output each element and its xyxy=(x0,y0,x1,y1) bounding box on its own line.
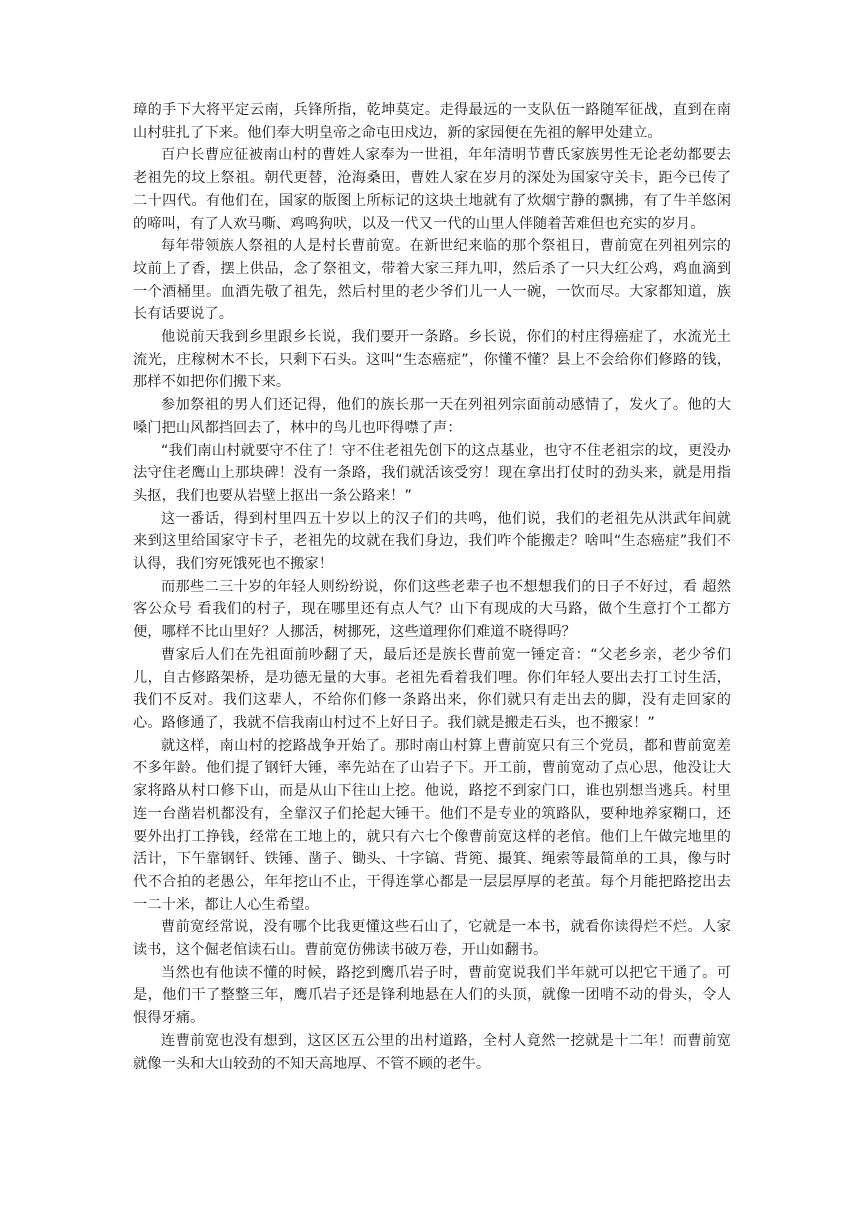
paragraph-3: 每年带领族人祭祖的人是村长曹前宽。在新世纪来临的那个祭祖日，曹前宽在列祖列宗的坟前上了香，摆上供品，念了祭祖文，带着大家三拜九叩，然后杀了一只大红公鸡，鸡血滴到一个酒桶里。血酒先敬了祖先，然后村里的老少爷们儿一人一碗，一饮而尽。大家都知道，族长有话要说了。 xyxy=(133,238,731,323)
paragraph-11: 曹前宽经常说，没有哪个比我更懂这些石山了，它就是一本书，就看你读得烂不烂。人家读书，这个倔老倌读石山。曹前宽仿佛读书破万卷，开山如翻书。 xyxy=(133,919,731,959)
paragraph-12: 当然也有他读不懂的时候，路挖到鹰爪岩子时，曹前宽说我们半年就可以把它干通了。可是，他们干了整整三年，鹰爪岩子还是锋利地悬在人们的头顶，就像一团啃不动的骨头，令人恨得牙痛。 xyxy=(133,964,731,1027)
paragraph-10: 就这样，南山村的挖路战争开始了。那时南山村算上曹前宽只有三个党员，都和曹前宽差不多年龄。他们提了钢钎大锤，率先站在了山岩子下。开工前，曹前宽动了点心思，他没让大家将路从村口修下山，而是从山下往山上挖。他说，路挖不到家门口，谁也别想当逃兵。村里连一台凿岩机都没有，全靠汉子们抡起大锤干。他们不是专业的筑路队，要种地养家糊口，还要外出打工挣钱，经常在工地上的，就只有六七个像曹前宽这样的老倌。他们上午做完地里的活计，下午靠钢钎、铁锤、凿子、锄头、十字镐、背篼、撮箕、绳索等最简单的工具，像与时代不合拍的老愚公，年年挖山不止，干得连掌心都是一层层厚厚的老茧。每个月能把路挖出去一二十米，都让人心生希望。 xyxy=(133,737,731,913)
paragraph-1: 璋的手下大将平定云南，兵锋所指，乾坤莫定。走得最远的一支队伍一路随军征战，直到在南山村驻扎了下来。他们奉大明皇帝之命屯田戍边，新的家园便在先祖的解甲处建立。 xyxy=(133,102,731,141)
paragraph-5: 参加祭祖的男人们还记得，他们的族长那一天在列祖列宗面前动感情了，发火了。他的大嗓门把山风都挡回去了，林中的鸟儿也吓得噤了声： xyxy=(133,397,731,436)
paragraph-7: 这一番话，得到村里四五十岁以上的汉子们的共鸣，他们说，我们的老祖先从洪武年间就来到这里给国家守卡子，老祖先的坟就在我们身边，我们咋个能搬走？啥叫“生态癌症”我们不认得，我们穷死饿死也不搬家！ xyxy=(133,510,731,573)
paragraph-9: 曹家后人们在先祖面前吵翻了天，最后还是族长曹前宽一锤定音：“父老乡亲，老少爷们儿，自古修路架桥，是功德无量的大事。老祖先看着我们哩。你们年轻人要出去打工讨生活，我们不反对。我们这辈人，不给你们修一条路出来，你们就只有走出去的脚，没有走回家的心。路修通了，我就不信我南山村过不上好日子。我们就是搬走石头，也不搬家！” xyxy=(133,646,731,731)
paragraph-4: 他说前天我到乡里跟乡长说，我们要开一条路。乡长说，你们的村庄得癌症了，水流光土流光，庄稼树木不长，只剩下石头。这叫“生态癌症”，你懂不懂？县上不会给你们修路的钱，那样不如把你们搬下来。 xyxy=(133,329,731,391)
paragraph-6: “我们南山村就要守不住了！守不住老祖先创下的这点基业，也守不住老祖宗的坟，更没办法守住老鹰山上那块碑！没有一条路，我们就活该受穷！现在拿出打仗时的劲头来，就是用指头抠，我们也要从岩壁上抠出一条公路来！” xyxy=(133,442,731,504)
document-page xyxy=(133,99,731,1075)
paragraph-13: 连曹前宽也没有想到，这区区五公里的出村道路，全村人竟然一挖就是十二年！而曹前宽就像一头和大山较劲的不知天高地厚、不管不顾的老牛。 xyxy=(133,1032,731,1072)
paragraph-2: 百户长曹应征被南山村的曹姓人家奉为一世祖，年年清明节曹氏家族男性无论老幼都要去老祖先的坟上祭祖。朝代更替，沧海桑田，曹姓人家在岁月的深处为国家守关卡，距今已传了二十四代。有他们在，国家的版图上所标记的这块土地就有了炊烟宁静的飘拂，有了牛羊悠闲的啼叫，有了人欢马嘶、鸡鸣狗吠，以及一代又一代的山里人伴随着苦难但也充实的岁月。 xyxy=(133,147,731,232)
paragraph-8: 而那些二三十岁的年轻人则纷纷说，你们这些老辈子也不想想我们的日子不好过，看 超然客公众号 看我们的村子，现在哪里还有点人气？山下有现成的大马路，做个生意打个工都方便，哪样不比山里好？人挪活，树挪死，这些道理你们难道不晓得吗？ xyxy=(133,578,731,641)
